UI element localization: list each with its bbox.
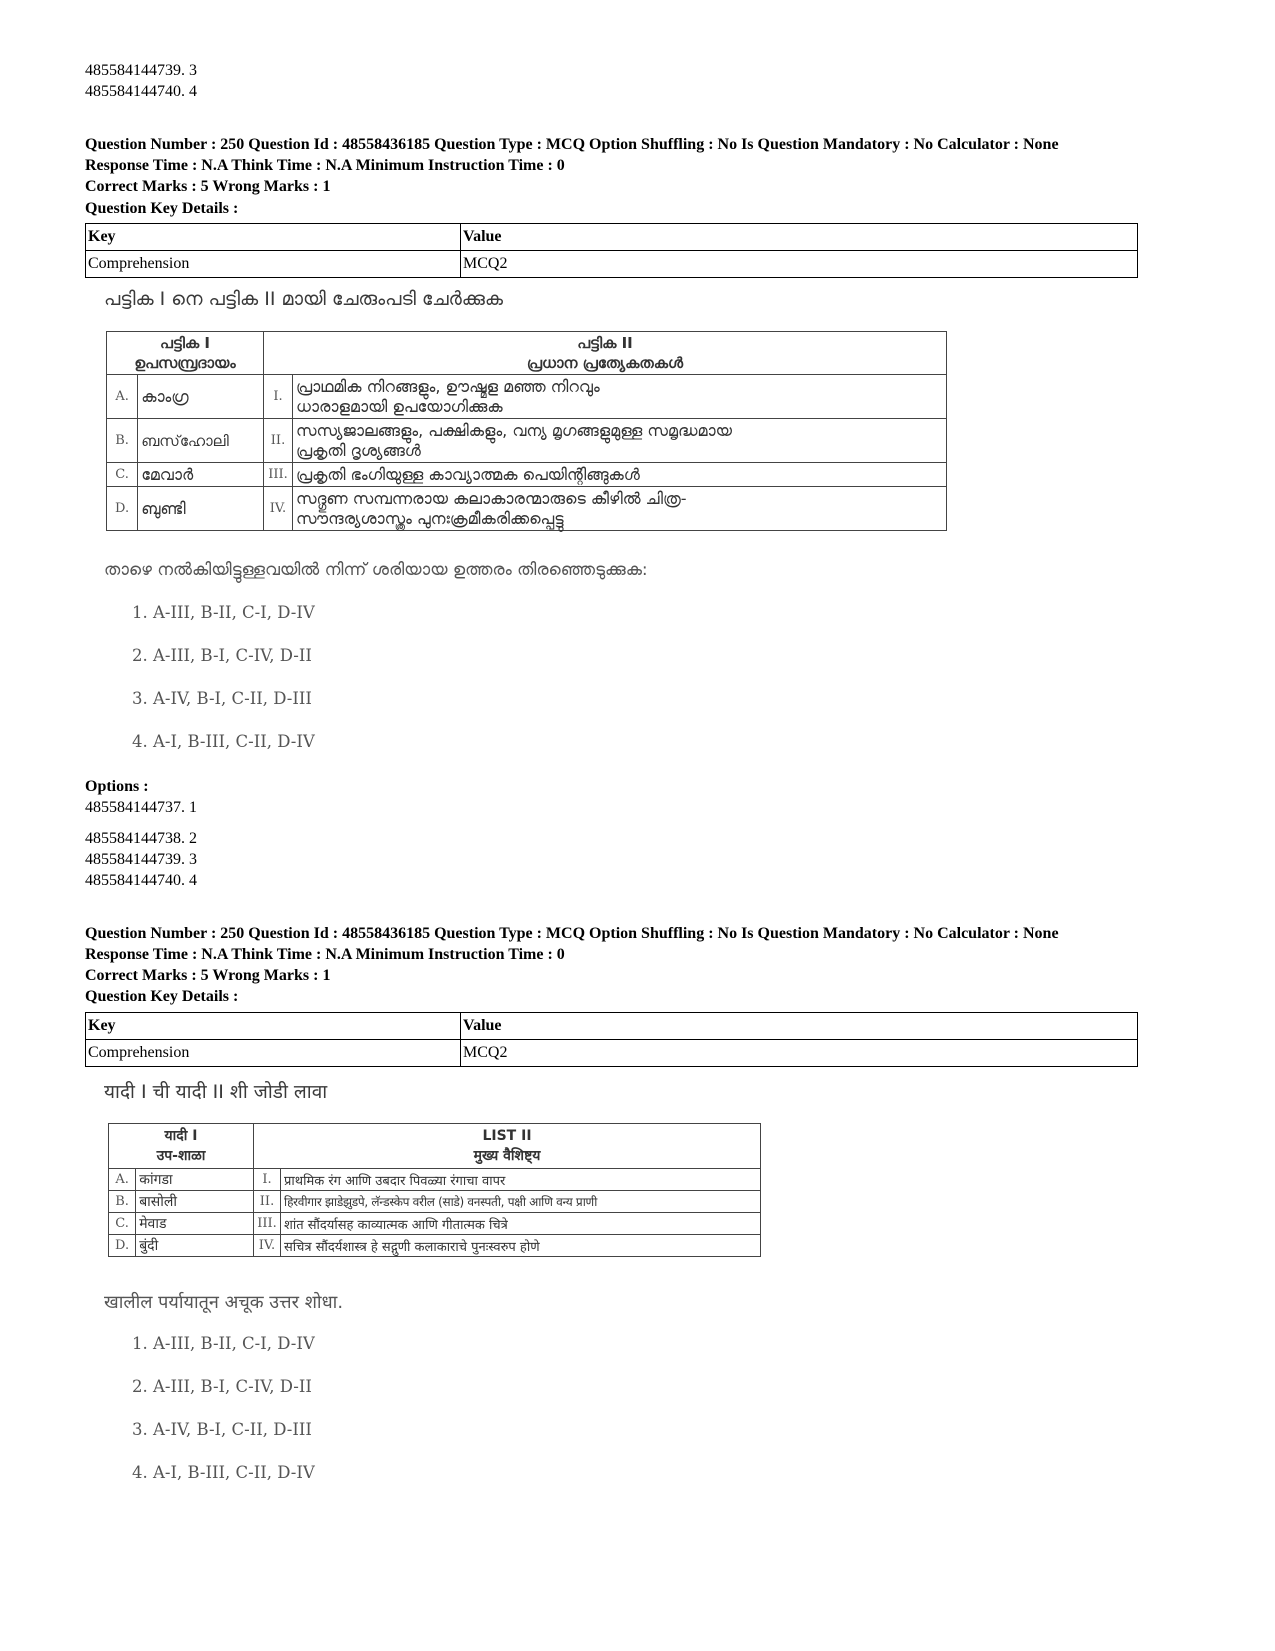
question-meta-line: Response Time : N.A Think Time : N.A Minimum Instruction Time : 0 bbox=[85, 946, 565, 963]
feature-line: പ്രകൃതി ഭംഗിയുള്ള കാവ്യാത്മക പെയിന്റിങ്ങുകൾ bbox=[296, 464, 640, 484]
col1-header-line1: यादी I bbox=[164, 1128, 198, 1144]
value-header: Value bbox=[461, 1013, 1138, 1040]
answer-choice: 2. A-III, B-I, C-IV, D-II bbox=[132, 1377, 312, 1396]
feature-cell bbox=[293, 419, 947, 463]
feature-line: പ്രാഥമിക നിറങ്ങളും, ഊഷ്മള മഞ്ഞ നിറവും bbox=[296, 376, 600, 396]
school-cell: കാംഗ്ര bbox=[138, 375, 264, 419]
row-letter: C. bbox=[109, 1213, 136, 1235]
key-cell: Comprehension bbox=[86, 1040, 461, 1067]
school-cell: ബസ്‌ഹോലി bbox=[138, 419, 264, 463]
col1-header-line1: പട്ടിക I bbox=[160, 334, 210, 352]
row-letter: B. bbox=[107, 419, 138, 463]
feature-line: ധാരാളമായി ഉപയോഗിക്കുക bbox=[296, 396, 503, 416]
feature-cell bbox=[293, 375, 947, 419]
col1-header-line2: ഉപസമ്പ്രദായം bbox=[134, 354, 236, 372]
table-row bbox=[107, 419, 947, 463]
key-header: Key bbox=[86, 1013, 461, 1040]
feature-cell: सचित्र सौंदर्यशास्त्र हे सद्गुणी कलाकाराचे पुनःस्वरुप होणे bbox=[281, 1235, 761, 1257]
value-cell: MCQ2 bbox=[461, 1040, 1138, 1067]
school-cell: मेवाड bbox=[136, 1213, 254, 1235]
col2-header-line2: പ്രധാന പ്രത്യേകതകൾ bbox=[526, 354, 684, 372]
table-row bbox=[109, 1169, 761, 1191]
school-cell: बुंदी bbox=[136, 1235, 254, 1257]
row-letter: C. bbox=[107, 463, 138, 487]
row-roman: I. bbox=[254, 1169, 281, 1191]
option-line: 485584144739. 3 bbox=[85, 62, 197, 79]
feature-cell: प्राथमिक रंग आणि उबदार पिवळ्या रंगाचा वापर bbox=[281, 1169, 761, 1191]
table-header-row bbox=[107, 332, 947, 375]
answer-choice: 3. A-IV, B-I, C-II, D-III bbox=[132, 1420, 312, 1439]
feature-line: സൗന്ദര്യശാസ്ത്രം പുനഃക്രമീകരിക്കപ്പെട്ടു bbox=[296, 508, 564, 528]
question-key-details-label: Question Key Details : bbox=[85, 988, 239, 1005]
answer-choice: 3. A-IV, B-I, C-II, D-III bbox=[132, 689, 312, 708]
question-meta-line: Question Number : 250 Question Id : 48558436185 Question Type : MCQ Option Shuffling : No Is Question Mandatory : No Calculator : None bbox=[85, 136, 1059, 153]
row-letter: A. bbox=[109, 1169, 136, 1191]
row-roman: IV. bbox=[264, 487, 293, 531]
row-letter: D. bbox=[109, 1235, 136, 1257]
key-cell: Comprehension bbox=[86, 251, 461, 278]
col2-header bbox=[254, 1124, 761, 1169]
feature-line: സദ്ഗുണ സമ്പന്നരായ കലാകാരന്മാരുടെ കീഴിൽ ചിത്ര- bbox=[296, 488, 687, 508]
instruction-text: താഴെ നൽകിയിട്ടുള്ളവയിൽ നിന്ന് ശരിയായ ഉത്തരം തിരഞ്ഞെടുക്കുക: bbox=[104, 560, 648, 580]
answer-choice: 1. A-III, B-II, C-I, D-IV bbox=[132, 603, 315, 622]
col1-header bbox=[107, 332, 264, 375]
col1-header bbox=[109, 1124, 254, 1169]
table-header-row bbox=[109, 1124, 761, 1169]
option-line: 485584144737. 1 bbox=[85, 799, 197, 816]
table-row bbox=[109, 1213, 761, 1235]
answer-choice: 1. A-III, B-II, C-I, D-IV bbox=[132, 1334, 315, 1353]
feature-line: പ്രകൃതി ദൃശ്യങ്ങൾ bbox=[296, 440, 421, 460]
col2-header bbox=[264, 332, 947, 375]
col2-header-line2: मुख्य वैशिष्ट्य bbox=[473, 1148, 541, 1164]
school-cell: മേവാർ bbox=[138, 463, 264, 487]
option-line: 485584144740. 4 bbox=[85, 872, 197, 889]
feature-cell: हिरवीगार झाडेझुडपे, लॅन्डस्केप वरील (साडे) वनस्पती, पक्षी आणि वन्य प्राणी bbox=[281, 1191, 761, 1213]
row-roman: I. bbox=[264, 375, 293, 419]
row-roman: II. bbox=[254, 1191, 281, 1213]
col1-header-line2: उप-शाळा bbox=[156, 1148, 206, 1164]
key-value-table bbox=[85, 223, 1138, 278]
table-row bbox=[109, 1235, 761, 1257]
table-row bbox=[86, 1040, 1138, 1067]
feature-cell bbox=[293, 463, 947, 487]
row-letter: D. bbox=[107, 487, 138, 531]
question-title: यादी I ची यादी II शी जोडी लावा bbox=[104, 1081, 328, 1103]
answer-choice: 4. A-I, B-III, C-II, D-IV bbox=[132, 732, 315, 751]
answer-choice: 4. A-I, B-III, C-II, D-IV bbox=[132, 1463, 315, 1482]
table-row bbox=[109, 1191, 761, 1213]
instruction-text: खालील पर्यायातून अचूक उत्तर शोधा. bbox=[104, 1292, 344, 1313]
school-cell: कांगडा bbox=[136, 1169, 254, 1191]
feature-cell: शांत सौंदर्यासह काव्यात्मक आणि गीतात्मक चित्रे bbox=[281, 1213, 761, 1235]
question-meta-line: Question Number : 250 Question Id : 48558436185 Question Type : MCQ Option Shuffling : No Is Question Mandatory : No Calculator : None bbox=[85, 925, 1059, 942]
option-line: 485584144739. 3 bbox=[85, 851, 197, 868]
question-title: പട്ടിക I നെ പട്ടിക II മായി ചേരുംപടി ചേർക്കുക bbox=[104, 288, 504, 310]
question-meta-line: Correct Marks : 5 Wrong Marks : 1 bbox=[85, 967, 331, 984]
question-key-details-label: Question Key Details : bbox=[85, 200, 239, 217]
feature-line: സസ്യജാലങ്ങളും, പക്ഷികളും, വന്യ മൃഗങ്ങളുമുള്ള സമൃദ്ധമായ bbox=[296, 420, 733, 440]
table-row bbox=[107, 375, 947, 419]
question-meta-line: Response Time : N.A Think Time : N.A Minimum Instruction Time : 0 bbox=[85, 157, 565, 174]
col2-header-line1: പട്ടിക II bbox=[577, 334, 633, 352]
row-roman: III. bbox=[264, 463, 293, 487]
option-line: 485584144740. 4 bbox=[85, 83, 197, 100]
question-meta-line: Correct Marks : 5 Wrong Marks : 1 bbox=[85, 178, 331, 195]
table-row bbox=[107, 487, 947, 531]
key-value-table bbox=[85, 1012, 1138, 1067]
options-label: Options : bbox=[85, 778, 149, 795]
table-row bbox=[86, 224, 1138, 251]
value-cell: MCQ2 bbox=[461, 251, 1138, 278]
match-table bbox=[106, 331, 947, 531]
table-row bbox=[86, 1013, 1138, 1040]
col2-header-line1: LIST II bbox=[482, 1128, 532, 1144]
school-cell: ബുണ്ടി bbox=[138, 487, 264, 531]
school-cell: बासोली bbox=[136, 1191, 254, 1213]
answer-choice: 2. A-III, B-I, C-IV, D-II bbox=[132, 646, 312, 665]
table-row bbox=[86, 251, 1138, 278]
feature-cell bbox=[293, 487, 947, 531]
row-letter: A. bbox=[107, 375, 138, 419]
option-line: 485584144738. 2 bbox=[85, 830, 197, 847]
value-header: Value bbox=[461, 224, 1138, 251]
row-roman: IV. bbox=[254, 1235, 281, 1257]
key-header: Key bbox=[86, 224, 461, 251]
row-letter: B. bbox=[109, 1191, 136, 1213]
match-table bbox=[108, 1123, 761, 1257]
table-row bbox=[107, 463, 947, 487]
row-roman: II. bbox=[264, 419, 293, 463]
row-roman: III. bbox=[254, 1213, 281, 1235]
